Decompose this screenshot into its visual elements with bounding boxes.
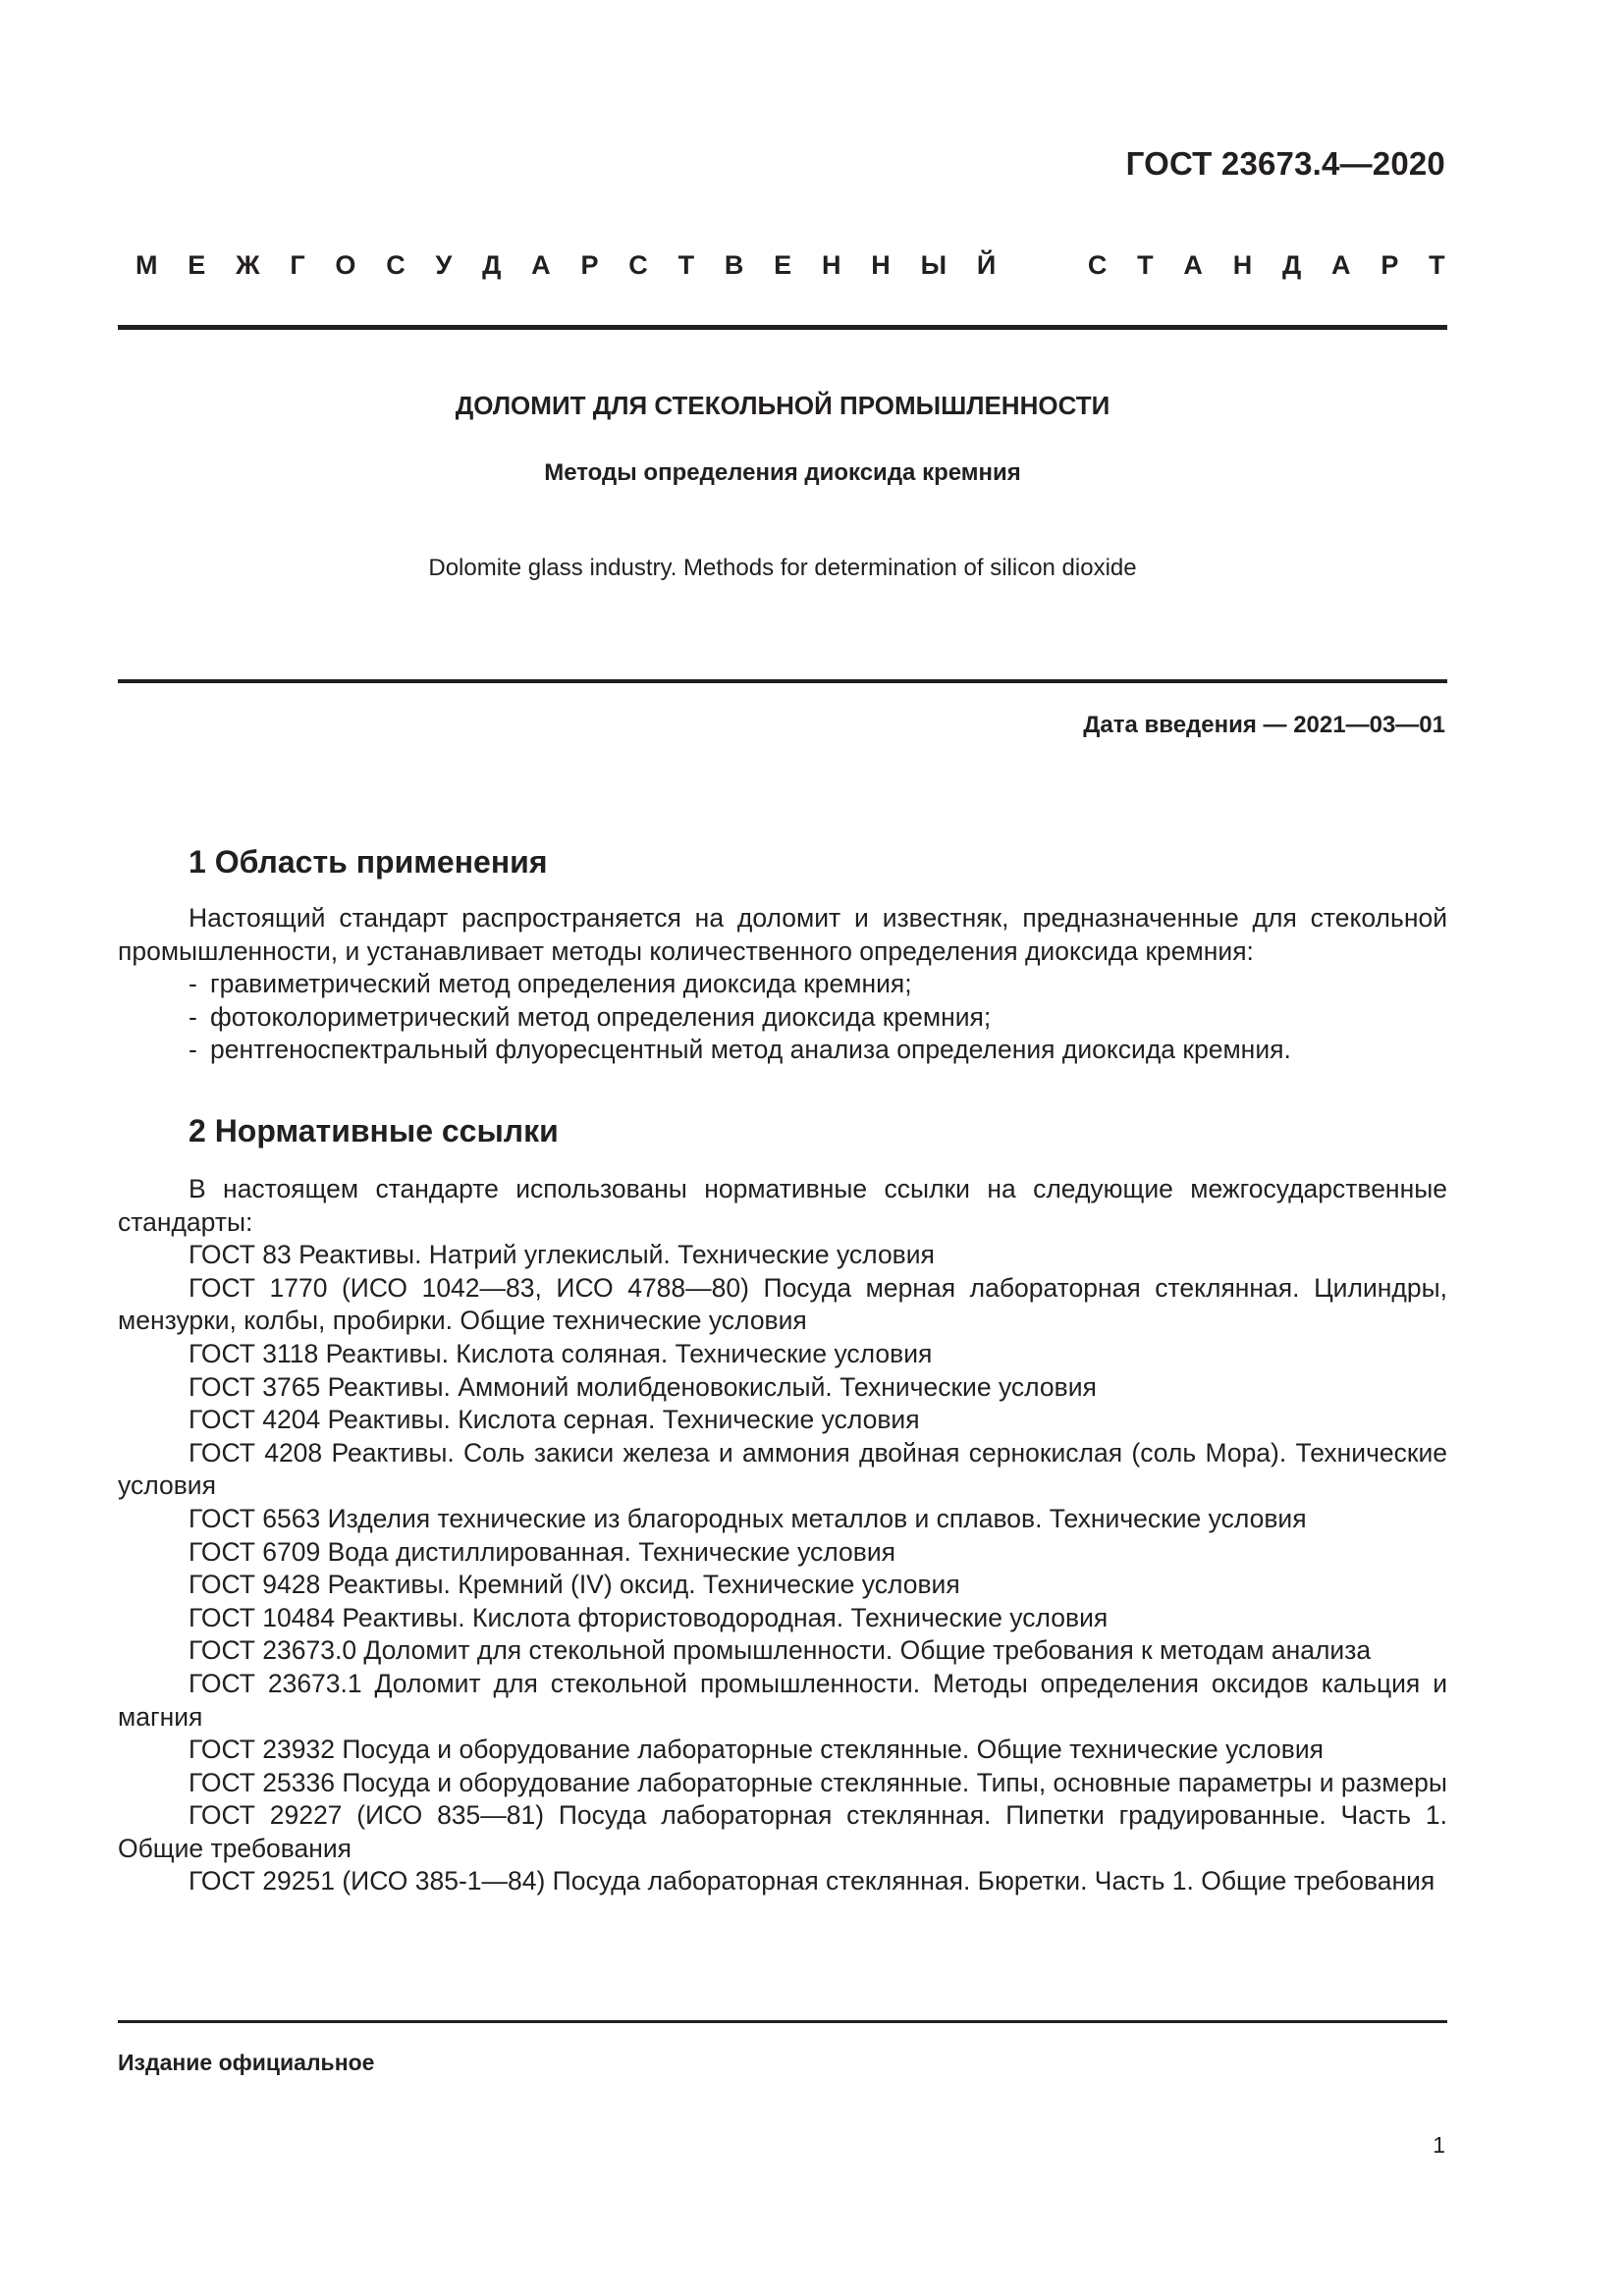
banner-letter: Д [1282,250,1302,280]
banner-letter: Д [482,250,502,280]
banner-letter: Р [580,250,599,280]
banner-word-gap [1026,250,1057,281]
banner-letter: М [135,250,158,280]
section-heading: 2 Нормативные ссылки [189,1113,559,1148]
banner-letter: Н [1232,250,1253,280]
section-normative-references [118,1113,1447,1898]
interstate-standard-banner [135,250,1445,281]
document-code: ГОСТ 23673.4—2020 [1125,145,1445,182]
section-heading: 1 Область применения [189,844,548,880]
banner-letter: А [531,250,551,280]
banner-letter: А [1331,250,1351,280]
reference-item: ГОСТ 23673.0 Доломит для стекольной промышленности. Общие требования к методам анализа [189,1635,1372,1666]
list-item: - гравиметрический метод определения диоксида кремния; [189,968,1447,1001]
banner-letter: Й [976,250,997,280]
list-item: - рентгеноспектральный флуоресцентный метод анализа определения диоксида кремния. [189,1034,1447,1067]
reference-item: ГОСТ 4208 Реактивы. Соль закиси железа и аммония двойная сернокислая (соль Мора). Технические условия [118,1437,1447,1501]
banner-letter: Т [1429,250,1445,280]
reference-item: ГОСТ 29227 (ИСО 835—81) Посуда лабораторная стеклянная. Пипетки градуированные. Часть 1. Общие требования [118,1800,1447,1863]
reference-item: ГОСТ 29251 (ИСО 385-1—84) Посуда лабораторная стеклянная. Бюретки. Часть 1. Общие требования [189,1866,1435,1896]
document-subtitle: Методы определения диоксида кремния [544,459,1021,486]
dash-icon: - [189,1001,197,1032]
reference-item: ГОСТ 6709 Вода дистиллированная. Технические условия [189,1536,896,1567]
dash-icon: - [189,1035,197,1065]
title-divider [118,679,1447,683]
header-divider [118,325,1447,330]
reference-item: ГОСТ 3765 Реактивы. Аммоний молибденовокислый. Технические условия [189,1371,1097,1402]
banner-letter: С [1087,250,1108,280]
section-scope [118,844,1447,1067]
reference-item: ГОСТ 23673.1 Доломит для стекольной промышленности. Методы определения оксидов кальция и магния [118,1668,1447,1732]
reference-item: ГОСТ 9428 Реактивы. Кремний (IV) оксид. Технические условия [189,1570,960,1600]
banner-letter: С [628,250,648,280]
reference-item: ГОСТ 83 Реактивы. Натрий углекислый. Технические условия [189,1240,935,1270]
banner-letter: Т [1137,250,1154,280]
english-title: Dolomite glass industry. Methods for determination of silicon dioxide [428,555,1137,581]
banner-letter: А [1183,250,1203,280]
section-paragraph: Настоящий стандарт распространяется на доломит и известняк, предназначенные для стекольной промышленности, и устанавливает методы количественного определения диоксида кремния: [118,903,1447,966]
banner-letter: У [435,250,453,280]
page-number: 1 [1433,2132,1445,2158]
footer-divider [118,2020,1447,2023]
dash-icon: - [189,969,197,999]
reference-item: ГОСТ 4204 Реактивы. Кислота серная. Технические условия [189,1405,920,1435]
banner-letter: Г [290,250,305,280]
reference-item: ГОСТ 10484 Реактивы. Кислота фтористоводородная. Технические условия [189,1602,1109,1632]
banner-letter: Т [677,250,695,280]
banner-letter: О [335,250,356,280]
banner-letter: Е [774,250,792,280]
banner-letter: В [724,250,744,280]
reference-item: ГОСТ 1770 (ИСО 1042—83, ИСО 4788—80) Посуда мерная лабораторная стеклянная. Цилиндры, мензурки, колбы, пробирки. Общие технические условия [118,1272,1447,1336]
banner-letter: Н [821,250,841,280]
banner-letter: Е [188,250,206,280]
reference-item: ГОСТ 6563 Изделия технические из благородных металлов и сплавов. Технические условия [189,1503,1307,1533]
introduction-date: Дата введения — 2021—03—01 [1083,712,1445,738]
list-item: - фотоколориметрический метод определения диоксида кремния; [189,1001,1447,1035]
banner-letter: Н [871,250,891,280]
banner-letter: Ж [236,250,260,280]
banner-letter: Р [1380,250,1399,280]
reference-item: ГОСТ 23932 Посуда и оборудование лабораторные стеклянные. Общие технические условия [189,1735,1325,1765]
banner-letter: С [386,250,406,280]
banner-letter: Ы [920,250,947,280]
section-paragraph: В настоящем стандарте использованы нормативные ссылки на следующие межгосударственные стандарты: [118,1174,1447,1237]
official-edition-label: Издание официальное [118,2050,375,2075]
reference-item: ГОСТ 3118 Реактивы. Кислота соляная. Технические условия [189,1338,933,1368]
document-title: ДОЛОМИТ ДЛЯ СТЕКОЛЬНОЙ ПРОМЫШЛЕННОСТИ [455,391,1110,420]
reference-item: ГОСТ 25336 Посуда и оборудование лабораторные стеклянные. Типы, основные параметры и размеры [189,1767,1447,1797]
